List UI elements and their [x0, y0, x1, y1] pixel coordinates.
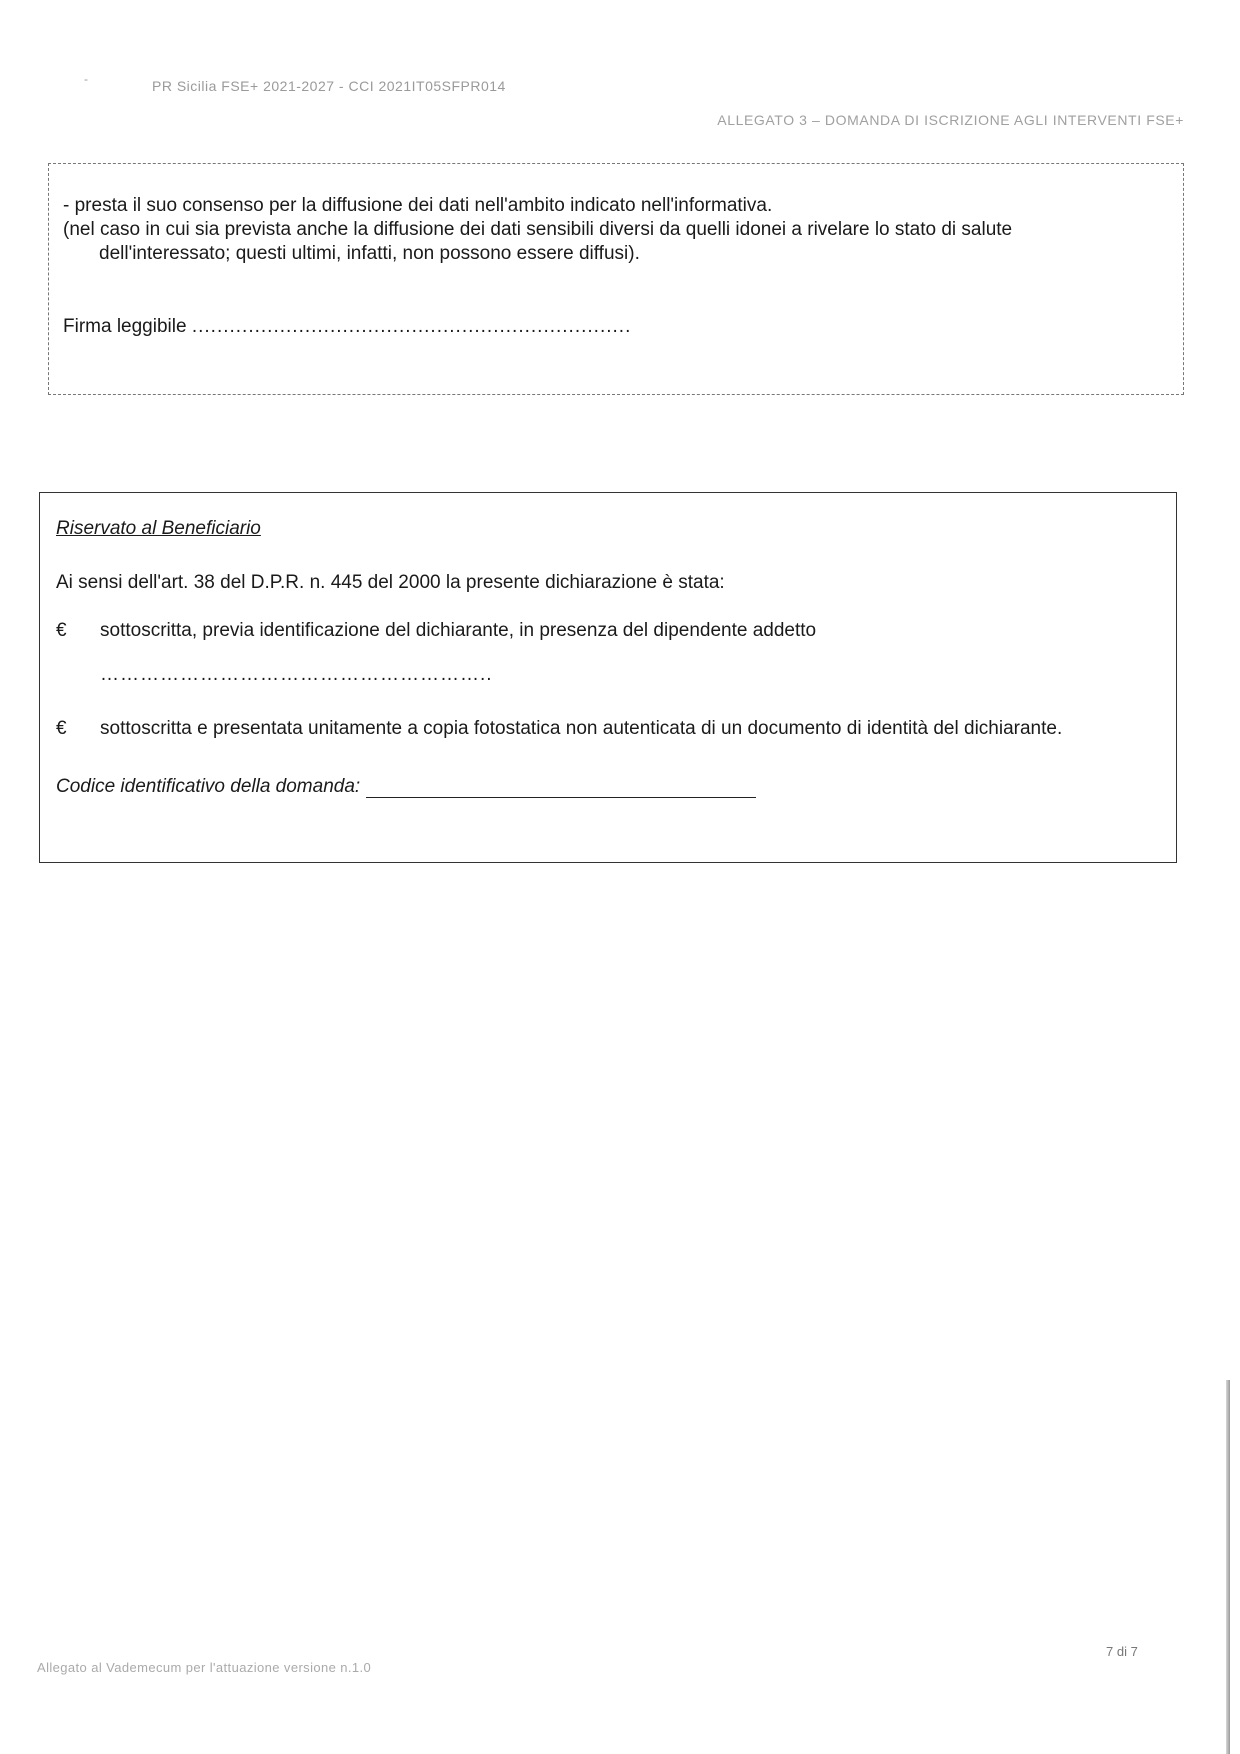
employee-name-field[interactable]: …………………………………………………..: [100, 664, 493, 685]
option-signed-with-id-copy-label: sottoscritta e presentata unitamente a copia fotostatica non autenticata di un documento di identità del dichiarante.: [100, 718, 1063, 739]
beneficiary-intro: Ai sensi dell'art. 38 del D.P.R. n. 445 del 2000 la presente dichiarazione è stata:: [56, 572, 725, 593]
option-signed-in-presence-label: sottoscritta, previa identificazione del dichiarante, in presenza del dipendente addetto: [100, 620, 817, 641]
consent-note-part1: (nel caso in cui sia prevista anche la diffusione dei dati sensibili diversi da quelli idonei a rivelare lo stato di salute: [63, 219, 1013, 240]
option-marker-icon: €: [56, 620, 67, 641]
option-signed-with-id-copy[interactable]: [56, 717, 1176, 741]
consent-box: [48, 163, 1184, 395]
scan-page-edge: [1226, 1380, 1230, 1754]
consent-statement: - presta il suo consenso per la diffusione dei dati nell'ambito indicato nell'informativa.: [63, 195, 773, 216]
application-code-row: [56, 775, 1176, 798]
option-marker-icon: €: [56, 718, 67, 739]
header-annex-title: ALLEGATO 3 – DOMANDA DI ISCRIZIONE AGLI INTERVENTI FSE+: [717, 112, 1184, 128]
consent-note-part2: dell'interessato; questi ultimi, infatti, non possono essere diffusi).: [99, 243, 640, 264]
consent-note: [63, 218, 1183, 266]
header-mark: -: [84, 72, 88, 86]
beneficiary-title: Riservato al Beneficiario: [56, 518, 261, 539]
application-code-label: Codice identificativo della domanda:: [56, 776, 361, 797]
beneficiary-box: [39, 492, 1177, 863]
page-number: 7 di 7: [1106, 1644, 1138, 1659]
signature-label: Firma leggibile: [63, 316, 187, 337]
application-code-field[interactable]: [366, 775, 756, 798]
footer-note: Allegato al Vademecum per l'attuazione versione n.1.0: [37, 1660, 372, 1675]
option-signed-in-presence[interactable]: [56, 619, 1176, 643]
signature-row: [63, 316, 1183, 338]
header-program-title: PR Sicilia FSE+ 2021-2027 - CCI 2021IT05SFPR014: [152, 78, 506, 94]
signature-field[interactable]: ......................................................................: [191, 316, 632, 337]
